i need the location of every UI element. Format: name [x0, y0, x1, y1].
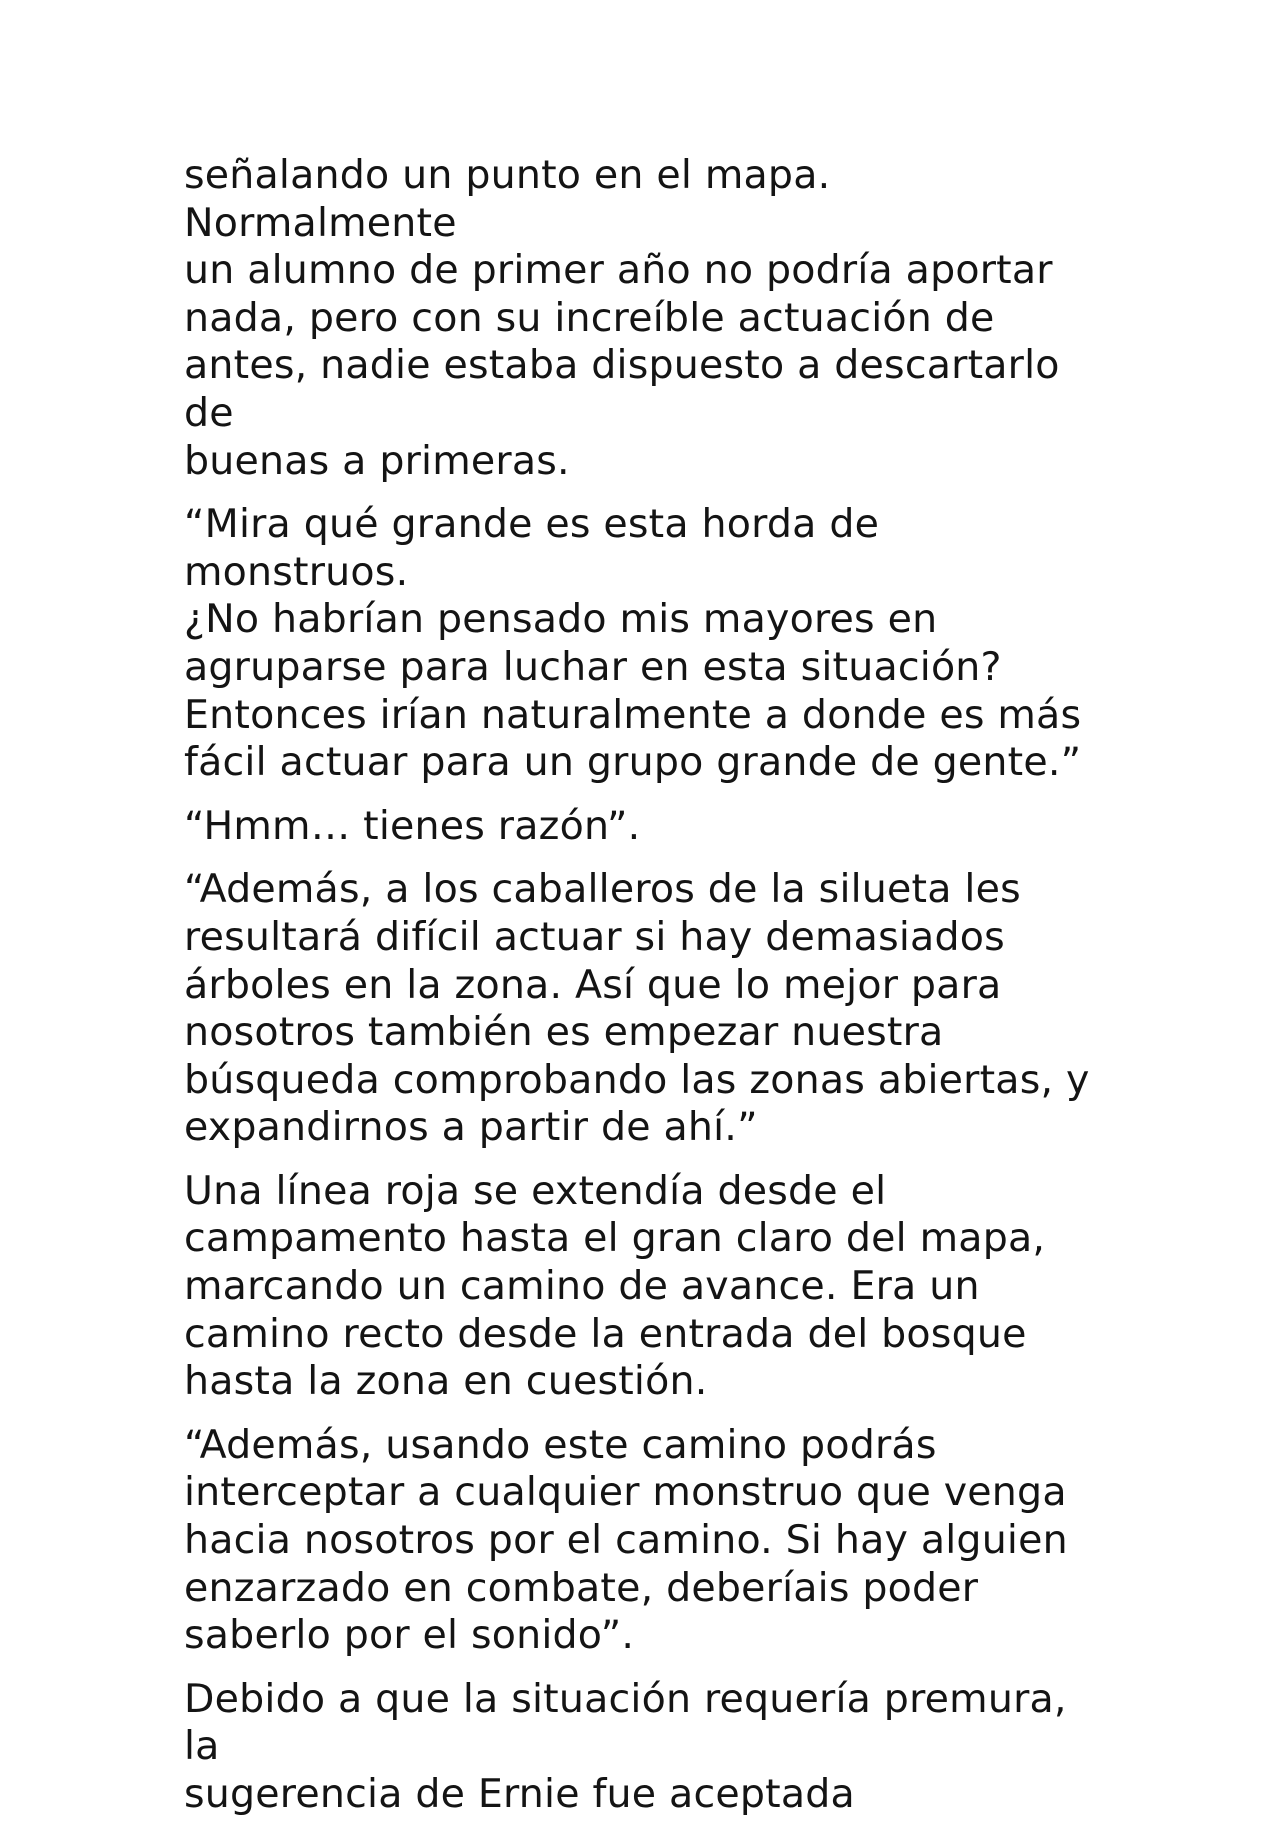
paragraph-4: “Además, a los caballeros de la silueta les resultará difícil actuar si hay demasiados árboles en la zona. Así que lo mejor para nosotros también es empezar nuestra búsqueda comprobando las zonas abiertas, y expandirnos a partir de ahí.” — [184, 866, 1090, 1151]
paragraph-7: Debido a que la situación requería premura, la sugerencia de Ernie fue aceptada — [184, 1675, 1067, 1817]
paragraph-2: “Mira qué grande es esta horda de monstruos. ¿No habrían pensado mis mayores en agruparse para luchar en esta situación? Entonces irían naturalmente a donde es más fácil actuar para un grupo grande de gente.” — [184, 501, 1082, 786]
body-text — [184, 152, 1114, 1835]
paragraph-1: señalando un punto en el mapa. Normalmente un alumno de primer año no podría aportar nada, pero con su increíble actuación de antes, nadie estaba dispuesto a descartarlo de buenas a primeras. — [184, 152, 1060, 484]
paragraph-6: “Además, usando este camino podrás interceptar a cualquier monstruo que venga hacia nosotros por el camino. Si hay alguien enzarzado en combate, deberíais poder saberlo por el sonido”. — [184, 1421, 1068, 1659]
paragraph-5: Una línea roja se extendía desde el campamento hasta el gran claro del mapa, marcando un camino de avance. Era un camino recto desde la entrada del bosque hasta la zona en cuestión. — [184, 1167, 1046, 1405]
paragraph-3: “Hmm… tienes razón”. — [184, 802, 641, 849]
